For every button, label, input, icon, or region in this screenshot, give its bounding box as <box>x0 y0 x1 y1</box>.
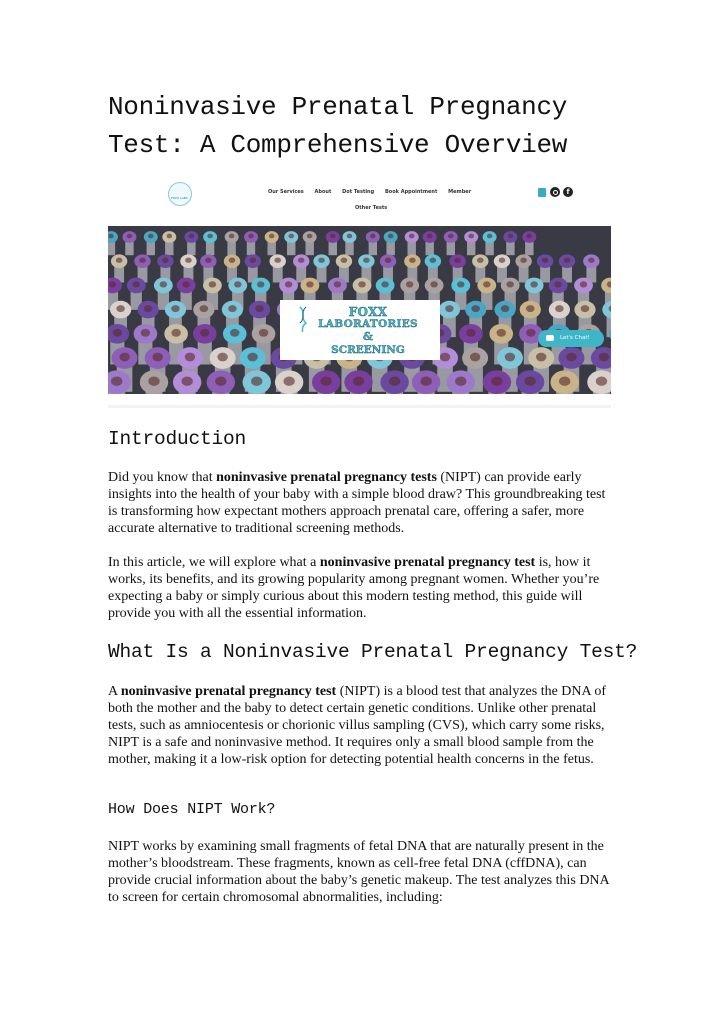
what-paragraph-1: A noninvasive prenatal pregnancy test (NIPT) is a blood test that analyzes the DNA of both the mother and the baby to detect certain genetic conditions. Unlike other prenatal tests, such as amniocentesis or chorionic villus sampling (CVS), which carry some risks, NIPT is a safe and noninvasive method. It requires only a small blood sample from the mother, making it a low-risk option for detecting potential health concerns in the fetus. <box>108 684 607 767</box>
badge-line-2: LABORATORIES <box>318 318 418 330</box>
nav-our-services: Our Services <box>268 189 304 195</box>
title-line-2: Test: A Comprehensive Overview <box>108 130 568 160</box>
title-line-1: Noninvasive Prenatal Pregnancy <box>108 92 568 122</box>
shopping-bag-icon <box>538 188 546 197</box>
chat-label: Let's Chat! <box>560 335 590 341</box>
screenshot-edge <box>108 405 611 408</box>
dna-icon <box>298 306 306 330</box>
page-title <box>108 88 628 164</box>
intro-paragraph-1: Did you know that noninvasive prenatal pregnancy tests (NIPT) can provide early insights into the health of your baby with a simple blood draw? This groundbreaking test is transforming how expectant mothers approach prenatal care, offering a safer, more accurate alternative to traditional screening methods. <box>108 470 606 536</box>
nav-about: About <box>314 189 332 195</box>
how-heading: How Does NIPT Work? <box>108 801 276 818</box>
nav-member: Member <box>448 189 472 195</box>
what-heading: What Is a Noninvasive Prenatal Pregnancy Test? <box>108 641 638 663</box>
nav-other-tests: Other Tests <box>355 205 388 211</box>
badge-line-4: SCREENING <box>331 344 405 356</box>
badge-line-1: FOXX <box>348 305 388 319</box>
chat-bubble-icon <box>546 335 554 341</box>
intro-heading: Introduction <box>108 428 247 450</box>
chat-button <box>538 330 604 347</box>
site-logo-text: FOXX LABS <box>171 196 188 200</box>
badge-line-3: & <box>362 330 374 343</box>
website-screenshot <box>108 176 611 408</box>
site-nav <box>268 189 480 195</box>
intro-paragraph-2: In this article, we will explore what a noninvasive prenatal pregnancy test is, how it works, its benefits, and its growing popularity among pregnant women. Whether you’re expecting a baby or simply curious about this modern testing method, this guide will provide you with all the essential information. <box>108 555 600 621</box>
how-paragraph-1: NIPT works by examining small fragments of fetal DNA that are naturally present in the mother’s bloodstream. These fragments, known as cell-free fetal DNA (cffDNA), can provide crucial information about the baby’s genetic makeup. The test analyzes this DNA to screen for certain chromosomal abnormalities, including: <box>108 839 609 905</box>
facebook-icon: f <box>563 187 573 197</box>
instagram-icon <box>550 187 560 197</box>
nav-dot-testing: Dot Testing <box>342 189 375 195</box>
lab-logo-badge <box>280 300 440 360</box>
site-logo <box>168 182 192 206</box>
nav-book-appointment: Book Appointment <box>384 189 438 195</box>
